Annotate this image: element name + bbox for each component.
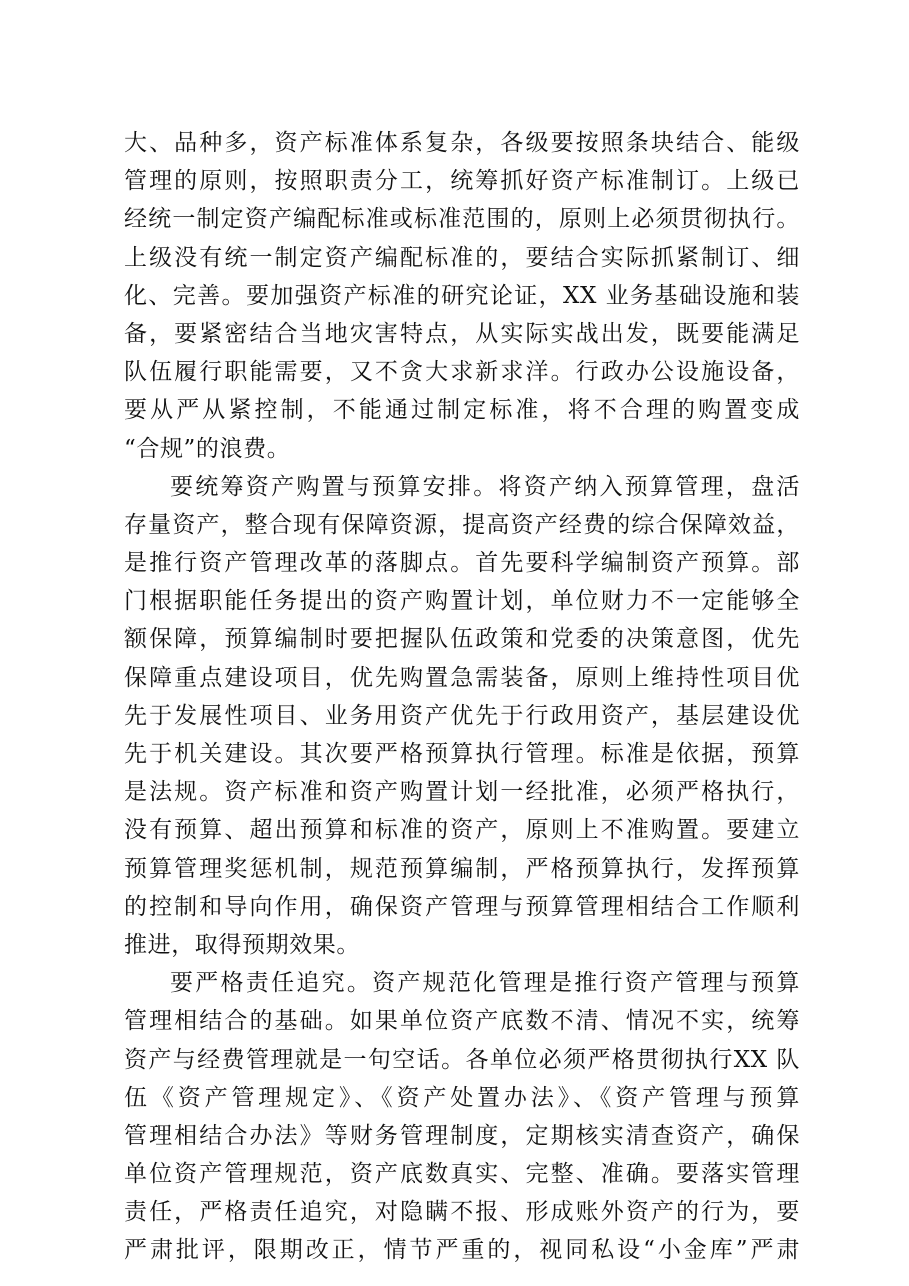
text-line: 的控制和导向作用，确保资产管理与预算管理相结合工作顺利 (124, 893, 800, 920)
text-line: 严肃批评，限期改正，情节严重的，视同私设“小金库”严肃 (124, 1237, 800, 1264)
text-line: 队伍履行职能需要，又不贪大求新求洋。行政办公设施设备， (124, 359, 800, 386)
text-line: 上级没有统一制定资产编配标准的，要结合实际抓紧制订、细 (124, 244, 800, 271)
paragraph-first-line: 要统筹资产购置与预算安排。将资产纳入预算管理，盘活 (170, 473, 800, 500)
text-line: 备，要紧密结合当地灾害特点，从实际实战出发，既要能满足 (124, 320, 800, 347)
text-line: 伍《资产管理规定》、《资产处置办法》、《资产管理与预算 (124, 1084, 800, 1111)
text-line: 是法规。资产标准和资产购置计划一经批准，必须严格执行， (124, 779, 800, 806)
text-line: 资产与经费管理就是一句空话。各单位必须严格贯彻执行XX 队 (124, 1046, 800, 1073)
text-line: 管理相结合办法》等财务管理制度，定期核实清查资产，确保 (124, 1122, 800, 1149)
text-line: 是推行资产管理改革的落脚点。首先要科学编制资产预算。部 (124, 550, 800, 577)
text-line: “合规”的浪费。 (124, 435, 291, 462)
paragraph-first-line: 要严格责任追究。资产规范化管理是推行资产管理与预算 (170, 970, 800, 997)
text-line: 没有预算、超出预算和标准的资产，原则上不准购置。要建立 (124, 817, 800, 844)
text-line: 额保障，预算编制时要把握队伍政策和党委的决策意图，优先 (124, 626, 800, 653)
text-line: 大、品种多，资产标准体系复杂，各级要按照条块结合、能级 (124, 130, 800, 156)
text-line: 要从严从紧控制，不能通过制定标准，将不合理的购置变成 (124, 397, 800, 424)
text-line: 保障重点建设项目，优先购置急需装备，原则上维持性项目优 (124, 664, 800, 691)
text-line: 经统一制定资产编配标准或标准范围的，原则上必须贯彻执行。 (124, 206, 800, 233)
text-line: 先于机关建设。其次要严格预算执行管理。标准是依据，预算 (124, 741, 800, 767)
text-line: 推进，取得预期效果。 (124, 931, 360, 958)
text-line: 预算管理奖惩机制，规范预算编制，严格预算执行，发挥预算 (124, 855, 800, 882)
text-line: 化、完善。要加强资产标准的研究论证，XX 业务基础设施和装 (124, 282, 800, 309)
text-line: 责任，严格责任追究，对隐瞒不报、形成账外资产的行为，要 (124, 1199, 800, 1226)
text-line: 门根据职能任务提出的资产购置计划，单位财力不一定能够全 (124, 588, 800, 615)
text-line: 单位资产管理规范，资产底数真实、完整、准确。要落实管理 (124, 1161, 800, 1188)
text-line: 先于发展性项目、业务用资产优先于行政用资产，基层建设优 (124, 702, 800, 729)
text-line: 管理相结合的基础。如果单位资产底数不清、情况不实，统筹 (124, 1008, 800, 1035)
body-text (124, 124, 800, 1270)
text-line: 存量资产，整合现有保障资源，提高资产经费的综合保障效益， (124, 511, 800, 538)
text-line: 管理的原则，按照职责分工，统筹抓好资产标准制订。上级已 (124, 168, 800, 195)
